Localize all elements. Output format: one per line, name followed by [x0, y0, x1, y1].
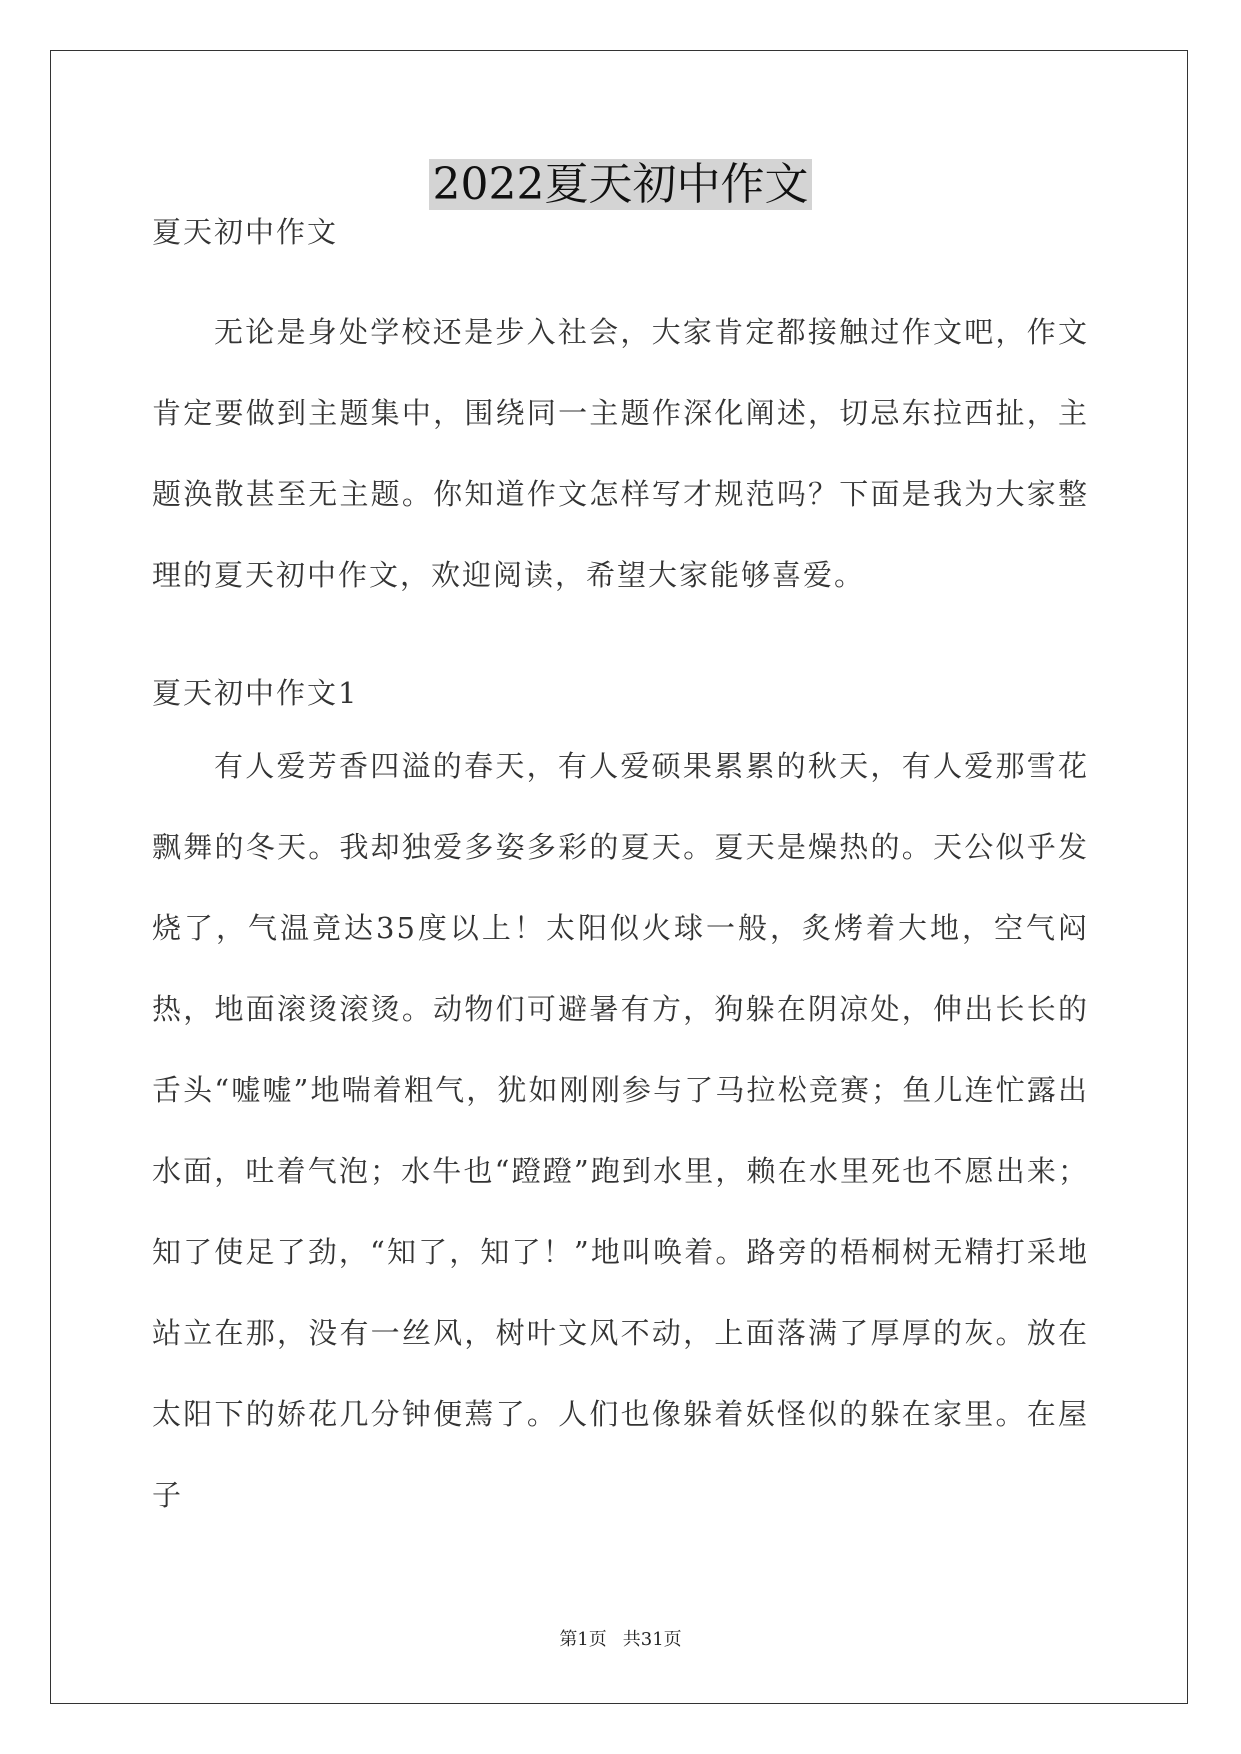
page-number: 第1页 — [559, 1629, 607, 1650]
document-title-text: 2022夏天初中作文 — [429, 159, 813, 210]
section-heading: 夏天初中作文1 — [152, 676, 359, 710]
section-paragraph: 有人爱芳香四溢的春天，有人爱硕果累累的秋天，有人爱那雪花飘舞的冬天。我却独爱多姿多彩的夏天。夏天是燥热的。天公似乎发烧了，气温竟达35度以上！太阳似火球一般，炙烤着大地，空气闷热，地面滚烫滚烫。动物们可避暑有方，狗躲在阴凉处，伸出长长的舌头“嘘嘘”地喘着粗气，犹如刚刚参与了马拉松竞赛；鱼儿连忙露出水面，吐着气泡；水牛也“蹬蹬”跑到水里，赖在水里死也不愿出来；知了使足了劲，“知了，知了！”地叫唤着。路旁的梧桐树无精打采地站立在那，没有一丝风，树叶文风不动，上面落满了厚厚的灰。放在太阳下的娇花几分钟便蔫了。人们也像躲着妖怪似的躲在家里。在屋子 — [152, 749, 1089, 1512]
intro-paragraph: 无论是身处学校还是步入社会，大家肯定都接触过作文吧，作文肯定要做到主题集中，围绕同一主题作深化阐述，切忌东拉西扯，主题涣散甚至无主题。你知道作文怎样写才规范吗？下面是我为大家整理的夏天初中作文，欢迎阅读，希望大家能够喜爱。 — [152, 315, 1089, 592]
document-title — [0, 155, 1241, 215]
page-footer — [0, 1625, 1241, 1651]
document-subtitle: 夏天初中作文 — [152, 215, 339, 249]
page-total: 共31页 — [622, 1629, 682, 1650]
